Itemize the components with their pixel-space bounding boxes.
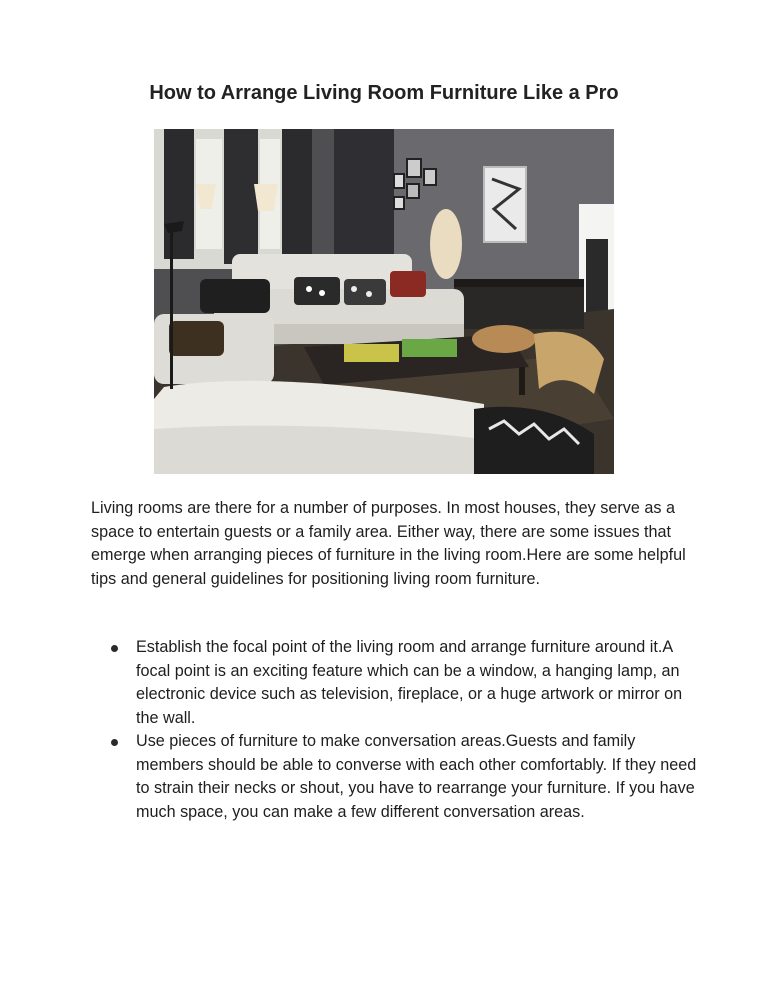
tips-list — [110, 636, 700, 824]
bullet-icon — [111, 645, 118, 652]
list-item — [110, 730, 700, 824]
intro-text: Living rooms are there for a number of purposes. In most houses, they serve as a space to entertain guests or a family area. Either way, there are some issues that emerge when arranging pieces of furniture in the living room.Here are some helpful tips and general guidelines for positioning living room furniture. — [91, 499, 686, 588]
living-room-photo — [154, 129, 614, 474]
intro-paragraph — [91, 497, 691, 591]
list-item-text: Use pieces of furniture to make conversation areas.Guests and family members should be able to converse with each other comfortably. If they need to strain their necks or shout, you have to rearrange your furniture. If you have much space, you can make a few different conversation areas. — [136, 732, 697, 821]
list-item — [110, 636, 700, 730]
page-title: How to Arrange Living Room Furniture Like a Pro — [149, 82, 619, 104]
bullet-icon — [111, 739, 118, 746]
list-item-text: Establish the focal point of the living room and arrange furniture around it.A focal point is an exciting feature which can be a window, a hanging lamp, an electronic device such as television, fireplace, or a huge artwork or mirror on the wall. — [136, 638, 683, 727]
